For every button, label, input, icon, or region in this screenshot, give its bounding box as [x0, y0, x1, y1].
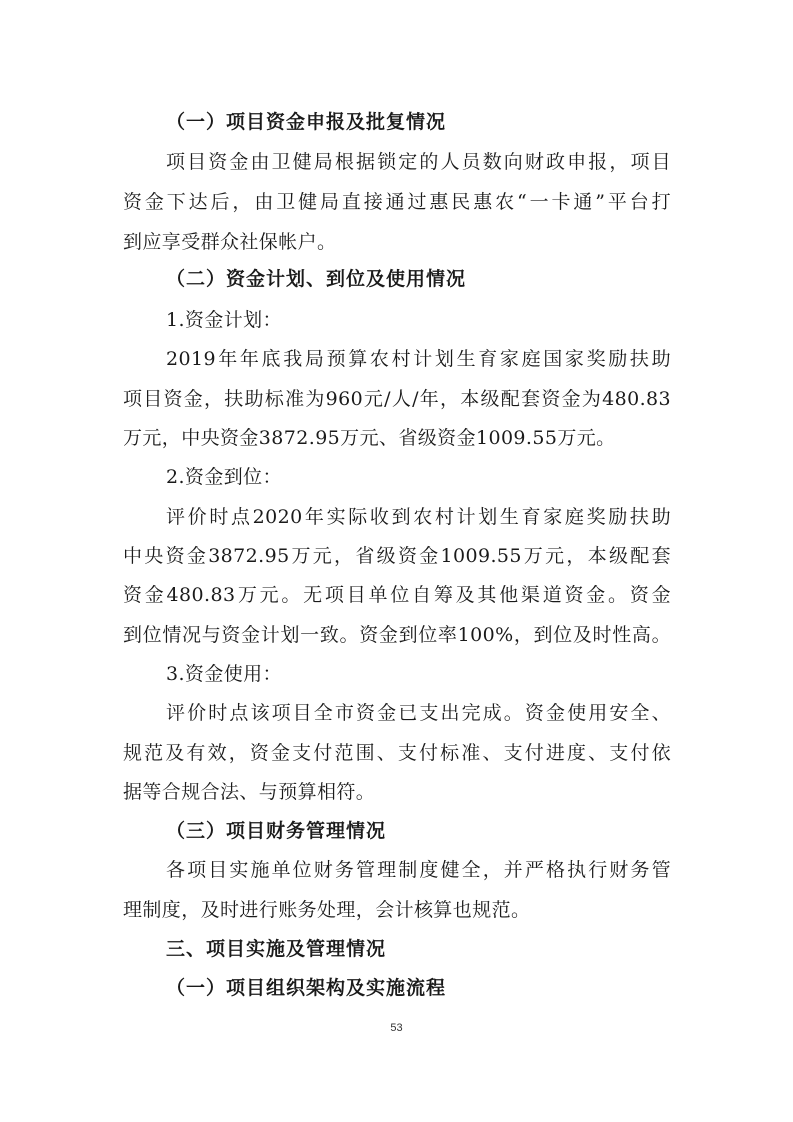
section-heading-funding-application: （一）项目资金申报及批复情况 [166, 111, 447, 133]
section-heading-financial-management: （三）项目财务管理情况 [166, 820, 387, 842]
paragraph-line: 项目资金由卫健局根据锁定的人员数向财政申报，项目 [166, 151, 671, 173]
section-heading-organization: （一）项目组织架构及实施流程 [166, 977, 447, 999]
paragraph-line: 资金下达后，由卫健局直接通过惠民惠农“一卡通”平台打 [123, 191, 671, 213]
paragraph-line: 到应享受群众社保帐户。 [123, 231, 337, 253]
paragraph-line: 评价时点该项目全市资金已支出完成。资金使用安全、 [166, 702, 671, 724]
chapter-heading-implementation: 三、项目实施及管理情况 [166, 938, 387, 960]
paragraph-line: 理制度，及时进行账务处理，会计核算也规范。 [123, 899, 531, 921]
paragraph-line: 项目资金，扶助标准为960元/人/年，本级配套资金为480.83 [123, 388, 671, 410]
section-heading-funding-plan: （二）资金计划、到位及使用情况 [166, 268, 467, 290]
paragraph-line: 到位情况与资金计划一致。资金到位率100%，到位及时性高。 [123, 624, 671, 646]
paragraph-line: 规范及有效，资金支付范围、支付标准、支付进度、支付依 [123, 742, 671, 764]
subheading-funding-arrival: 2.资金到位： [166, 466, 282, 488]
paragraph-line: 2019年年底我局预算农村计划生育家庭国家奖励扶助 [166, 348, 671, 370]
paragraph-line: 中央资金3872.95万元，省级资金1009.55万元，本级配套 [123, 545, 671, 567]
paragraph-line: 各项目实施单位财务管理制度健全，并严格执行财务管 [166, 859, 671, 881]
subheading-funding-plan: 1.资金计划： [166, 309, 282, 331]
page-number: 53 [390, 1022, 403, 1034]
paragraph-line: 万元，中央资金3872.95万元、省级资金1009.55万元。 [123, 427, 616, 449]
paragraph-line: 评价时点2020年实际收到农村计划生育家庭奖励扶助 [166, 506, 671, 528]
paragraph-line: 资金480.83万元。无项目单位自筹及其他渠道资金。资金 [123, 584, 671, 606]
subheading-funding-usage: 3.资金使用： [166, 663, 282, 685]
paragraph-line: 据等合规合法、与预算相符。 [123, 781, 376, 803]
